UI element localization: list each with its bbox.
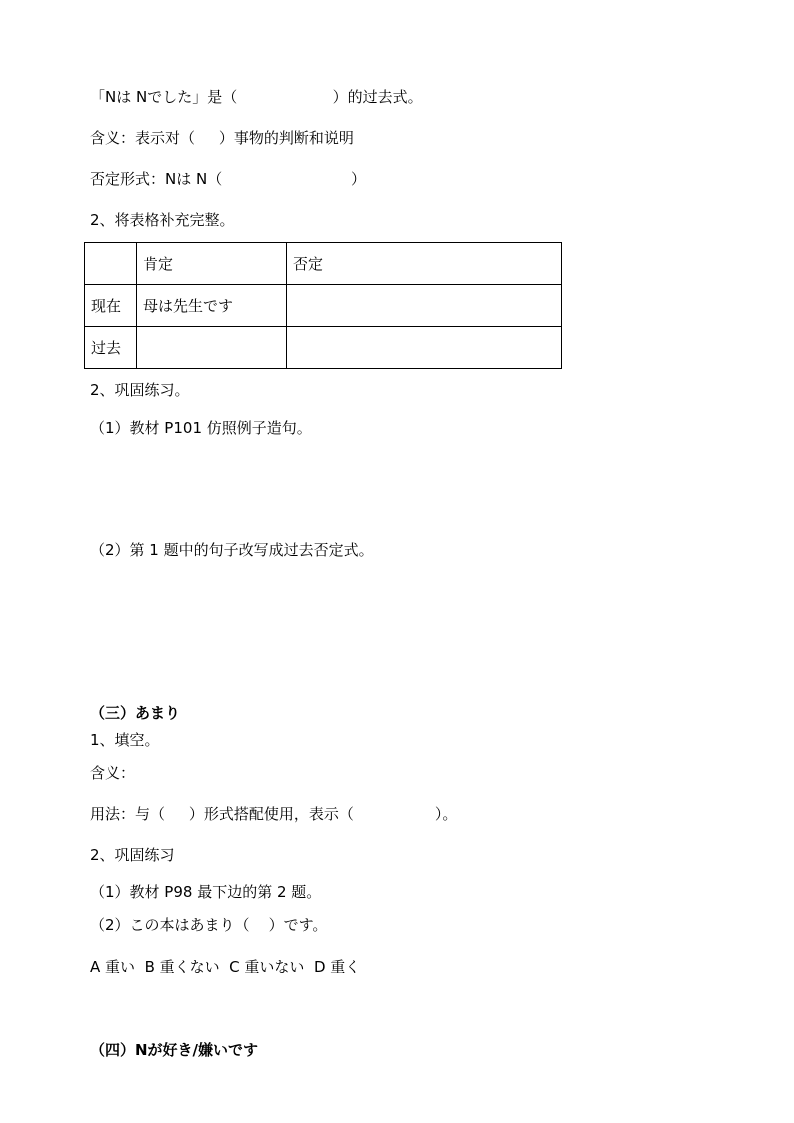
practice-heading: 2、巩固练习。 [90,381,190,399]
meaning-line: 含义： [90,764,136,782]
table-header-cell: 肯定 [137,243,287,285]
fill-blank-instruction: 1、填空。 [90,731,160,749]
table-row [85,285,562,327]
table-header-cell [85,243,137,285]
table-cell [137,327,287,369]
conjugation-table [84,242,562,369]
exercise-item: （2）この本はあまり（ ）です。 [90,916,328,934]
negative-form-line: 否定形式：Nは N（ ） [90,170,366,188]
past-tense-definition: 「Nは Nでした」是（ ）的过去式。 [90,88,423,106]
practice-heading: 2、巩固练习 [90,846,175,864]
table-header-row [85,243,562,285]
table-row [85,327,562,369]
table-header-cell: 否定 [287,243,562,285]
exercise-item: （1）教材 P98 最下边的第 2 题。 [90,883,322,901]
exercise-item: （2）第 1 题中的句子改写成过去否定式。 [90,541,374,559]
section-heading-amari: （三）あまり [90,704,181,722]
meaning-line: 含义：表示对（ ）事物的判断和说明 [90,129,354,147]
answer-options: A 重い B 重くない C 重いない D 重く [90,958,361,976]
table-cell [287,327,562,369]
section-heading-suki-kirai: （四）Nが好き/嫌いです [90,1041,259,1059]
table-row-label: 现在 [85,285,137,327]
exercise-item: （1）教材 P101 仿照例子造句。 [90,419,312,437]
table-cell: 母は先生です [137,285,287,327]
table-instruction: 2、将表格补充完整。 [90,211,235,229]
table-cell [287,285,562,327]
table-row-label: 过去 [85,327,137,369]
usage-line: 用法：与（ ）形式搭配使用，表示（ ）。 [90,805,458,823]
